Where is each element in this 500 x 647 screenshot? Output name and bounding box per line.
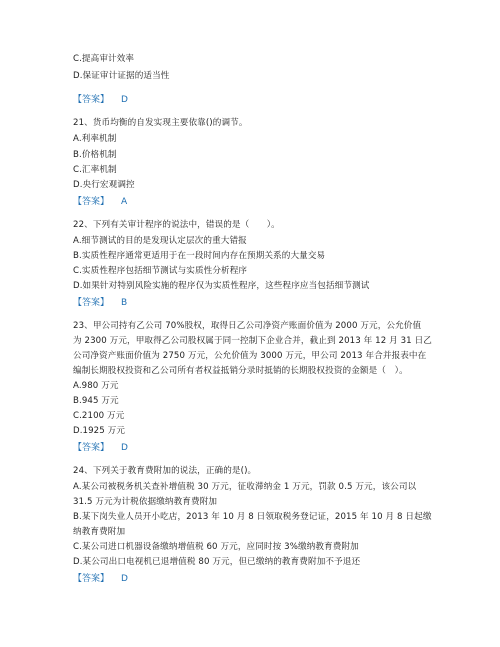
q24-answer	[73, 574, 128, 585]
q24-option-d: D.某公司出口电视机已退增值税 80 万元，但已缴纳的教育费附加不予退还	[73, 557, 361, 567]
q24-option-a-line-1: A.某公司被税务机关查补增值税 30 万元，征收滞纳金 1 万元，罚款 0.5 万元，该公司以	[73, 482, 417, 492]
q23-answer	[73, 443, 128, 454]
answer-label: 【答案】	[73, 95, 110, 105]
q24-option-b-line-2: 纳教育费附加	[73, 527, 126, 537]
q20-option-c: C.提高审计效率	[73, 54, 135, 64]
q24-option-a-line-2: 31.5 万元为计税依据缴纳教育费附加	[73, 497, 218, 507]
answer-letter: D	[121, 574, 128, 584]
answer-label: 【答案】	[73, 298, 110, 308]
q23-option-c: C.2100 万元	[73, 411, 125, 421]
q20-option-d: D.保证审计证据的适当性	[73, 71, 170, 81]
q21-stem: 21、货币均衡的自发实现主要依靠()的调节。	[73, 118, 248, 128]
answer-letter: D	[121, 95, 128, 105]
answer-label: 【答案】	[73, 574, 110, 584]
q21-option-b: B.价格机制	[73, 150, 117, 160]
q22-answer	[73, 298, 127, 309]
q21-option-d: D.央行宏观调控	[73, 180, 135, 190]
answer-label: 【答案】	[73, 443, 110, 453]
q23-stem-line-4: 编制长期股权投资和乙公司所有者权益抵销分录时抵销的长期股权投资的金额是（ ）。	[73, 366, 408, 376]
answer-label: 【答案】	[73, 197, 110, 207]
q22-stem: 22、下列有关审计程序的说法中，错误的是（ ）。	[73, 220, 280, 230]
q22-option-a: A.细节测试的目的是发现认定层次的重大错报	[73, 236, 247, 246]
q20-answer	[73, 95, 128, 106]
q24-option-c: C.某公司进口机器设备缴纳增值税 60 万元，应同时按 3%缴纳教育费附加	[73, 542, 359, 552]
q24-option-b-line-1: B.某下岗失业人员开小吃店，2013 年 10 月 8 日领取税务登记证，2015 年 10 月 8 日起缴	[73, 512, 432, 522]
q22-option-b: B.实质性程序通常更适用于在一段时间内存在预期关系的大量交易	[73, 251, 326, 261]
answer-letter: D	[121, 443, 128, 453]
answer-letter: B	[121, 298, 128, 308]
q22-option-d: D.如果针对特别风险实施的程序仅为实质性程序，这些程序应当包括细节测试	[73, 281, 370, 291]
answer-letter: A	[121, 197, 128, 207]
q23-option-d: D.1925 万元	[73, 426, 126, 436]
q21-answer	[73, 197, 127, 208]
q23-stem-line-3: 公司净资产账面价值为 2750 万元，公允价值为 3000 万元，甲公司 2013 年合并报表中在	[73, 351, 427, 361]
q22-option-c: C.实质性程序包括细节测试与实质性分析程序	[73, 266, 248, 276]
q23-option-a: A.980 万元	[73, 381, 119, 391]
q24-stem: 24、下列关于教育费附加的说法，正确的是()。	[73, 466, 257, 476]
q23-stem-line-1: 23、甲公司持有乙公司 70%股权，取得日乙公司净资产账面价值为 2000 万元，公允价值	[73, 321, 422, 331]
q21-option-c: C.汇率机制	[73, 165, 117, 175]
q23-option-b: B.945 万元	[73, 396, 119, 406]
q21-option-a: A.利率机制	[73, 134, 117, 144]
q23-stem-line-2: 为 2300 万元，甲取得乙公司股权属于同一控制下企业合并，截止到 2013 年 12 月 31 日乙	[73, 336, 432, 346]
